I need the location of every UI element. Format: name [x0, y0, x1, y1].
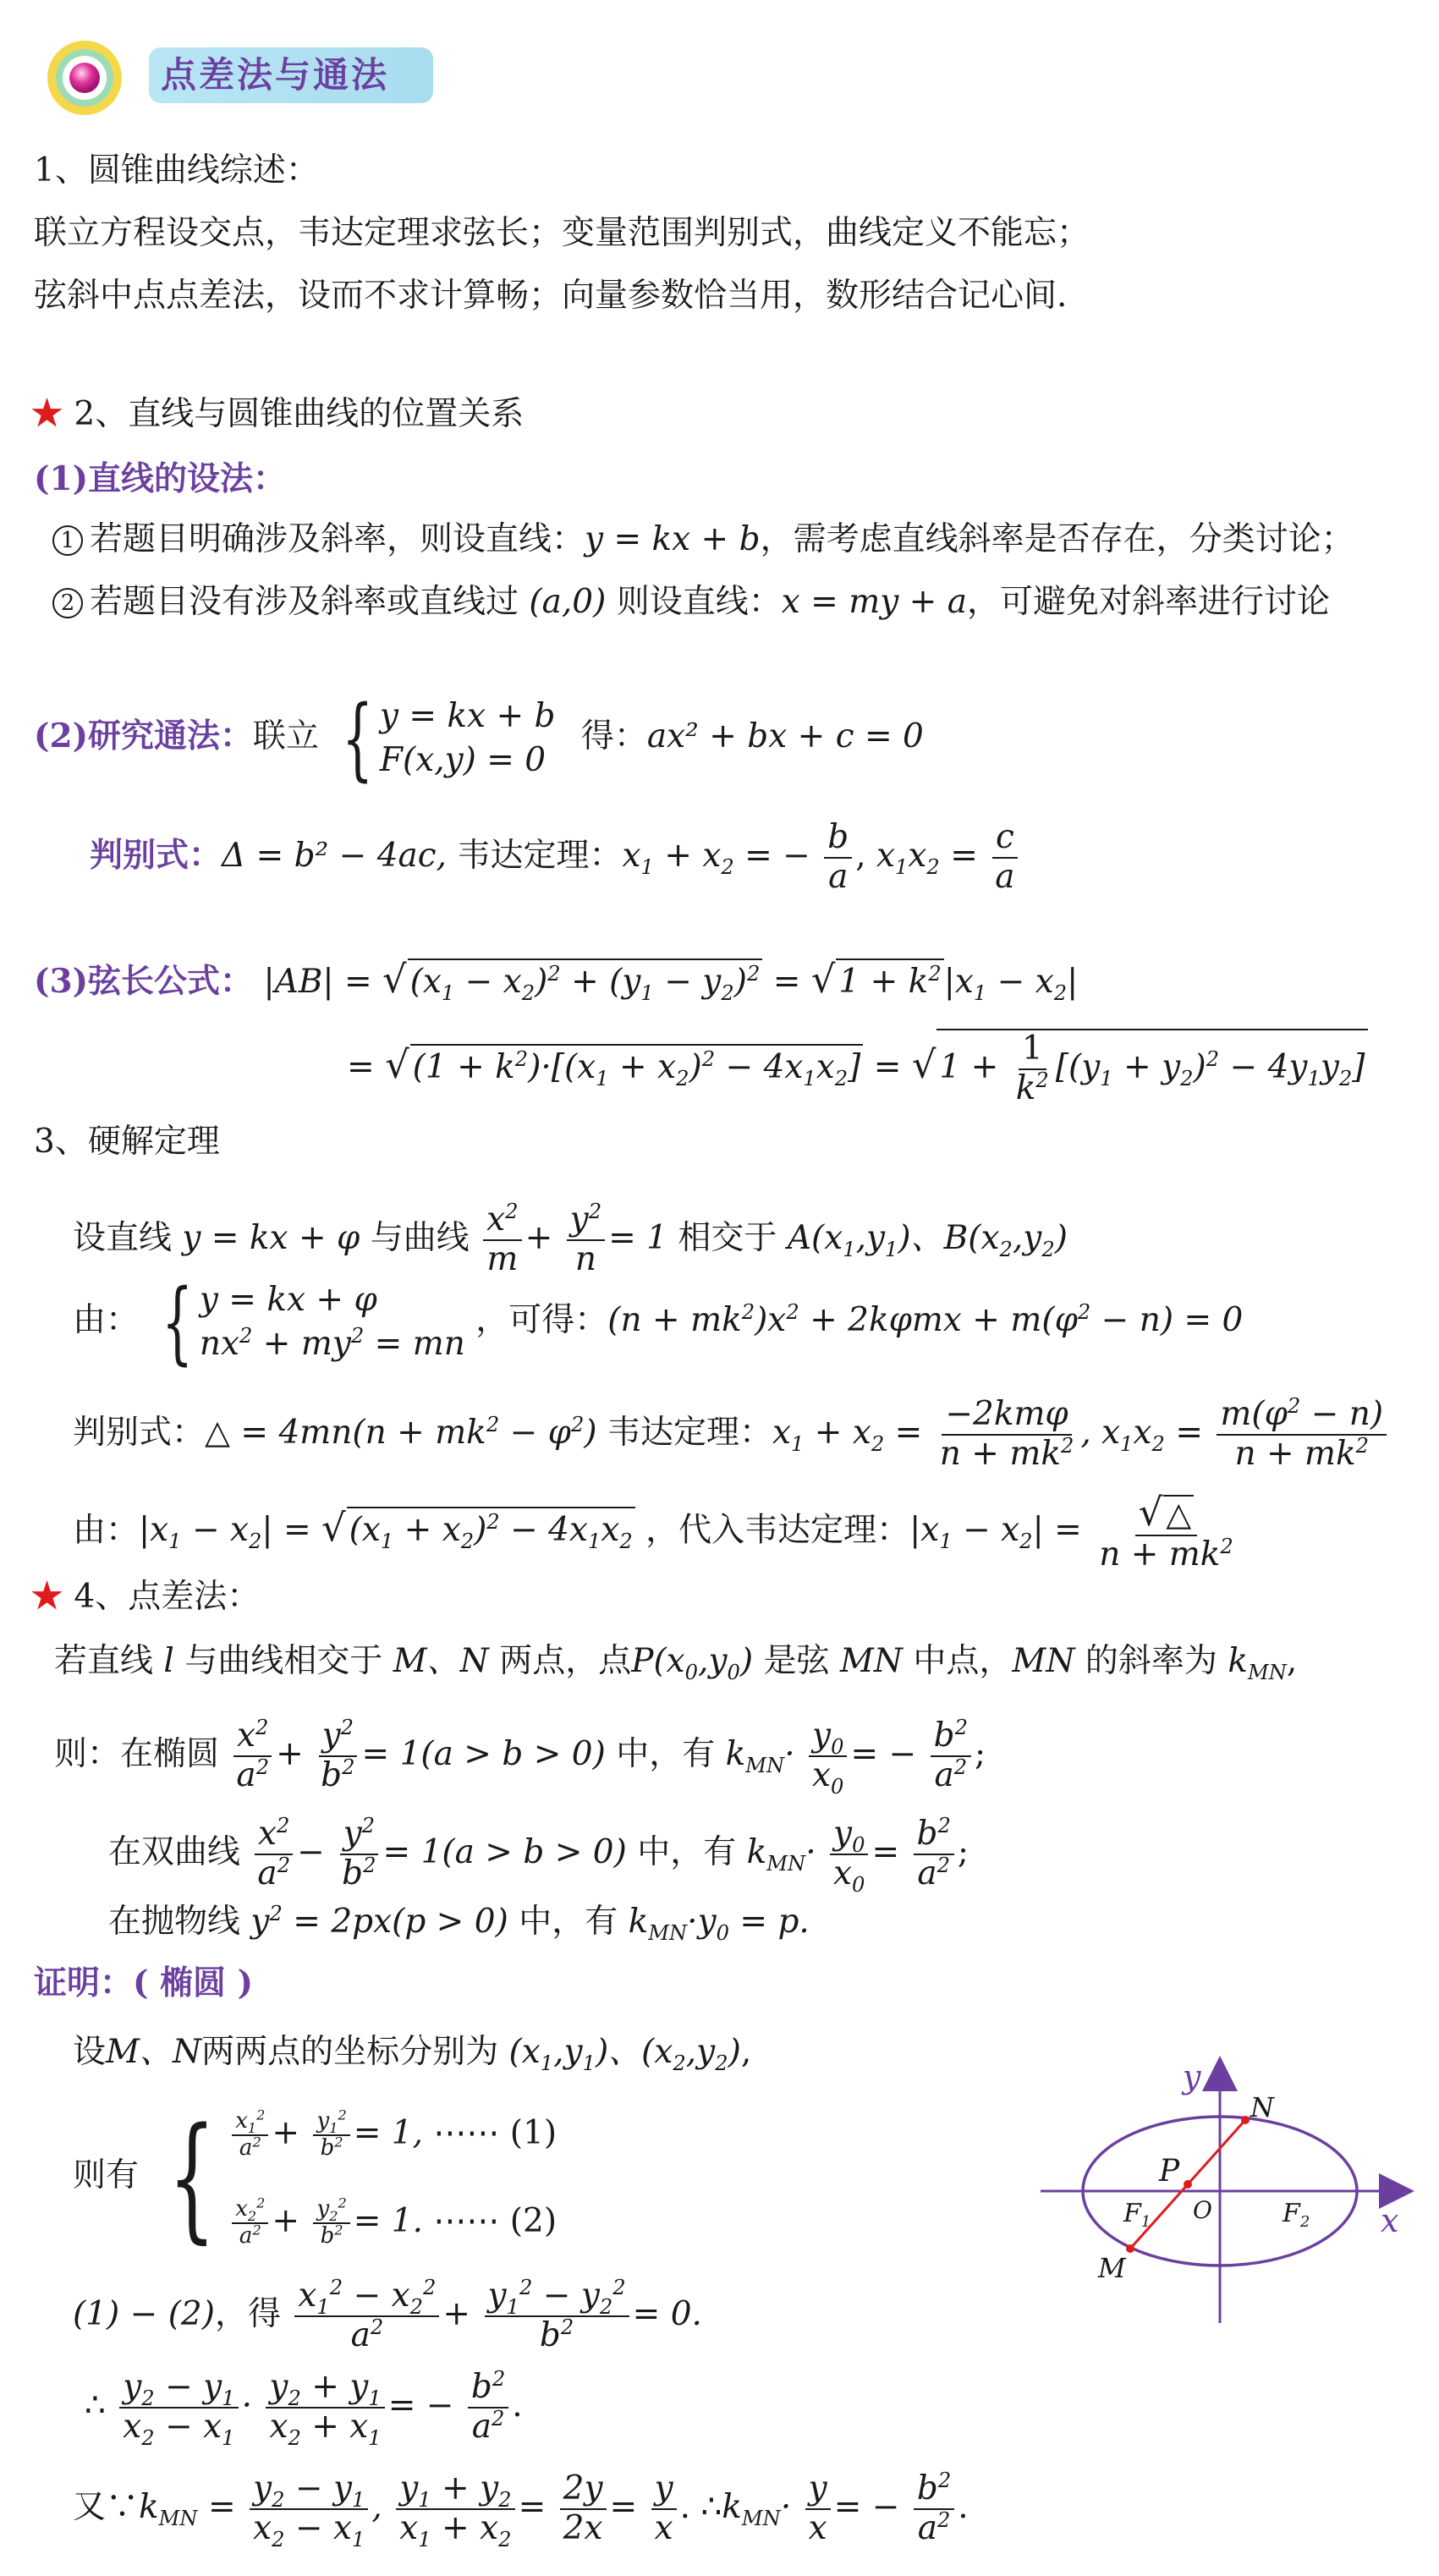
- chord-length-line-2: = √ $(1 + k^2)\cdot[(x_1 + x_2)^2 - 4x_1x_2]$ = √ 1 + $\frac{1}{k^2}$ $[(y_1 + y_2)^2 - 4y_1y_2]$: [347, 1029, 1368, 1108]
- subsection-2-1-title: (1)直线的设法：: [34, 459, 287, 498]
- section-1-line-2: 弦斜中点点差法，设而不求计算畅；向量参数恰当用，数形结合记心间.: [34, 277, 1068, 315]
- proof-line-final: 又$\because k_{MN}$ = $\frac{y_2 - y_1}{x_2 - x_1}$ , $\frac{y_1 + y_2}{x_1 + x_2}$ = $\frac{2y}{2x}$ = $\frac{y}{x}$ . $\therefore k_{MN}\cdot$ $\frac{y}{x}$ = − $\frac{b^2}{a^2}$ .: [73, 2469, 969, 2551]
- label-n: N: [1250, 2091, 1274, 2123]
- point-difference-intro: 若直线 l 与曲线相交于 M、N 两点，点$P(x_0,y_0)$ 是弦 MN 中点，MN 的斜率为 $k_{MN}$,: [54, 1642, 1298, 1684]
- label-x: x: [1381, 2202, 1399, 2239]
- label-m: M: [1098, 2252, 1126, 2284]
- label-f1: $F_1$: [1123, 2199, 1151, 2231]
- chord-length-line-1: (3)弦长公式： |AB| = √ $(x_1 - x_2)^2 + (y_1 - y_2)^2$ = √ $1 + k^2|x_1 - x_2|$: [34, 957, 1079, 1005]
- hard-solution-line-2: 由： { y = kx + φ $nx^2 + my^2$ = mn ，可得：$(n + mk^2)x^2 + 2k\varphi mx + m(\varphi^2 - n) = 0$: [73, 1270, 1244, 1374]
- proof-title: 证明：( 椭圆 ): [34, 1964, 254, 2002]
- discriminant-line: 判别式：Δ = b² − 4ac, 韦达定理：$x_1 + x_2$ = − $\frac{b}{a}$ , $x_1x_2$ = $\frac{c}{a}$: [90, 819, 1022, 897]
- star-icon: ★: [30, 1578, 64, 1616]
- point-n: [1241, 2116, 1250, 2124]
- point-m: [1126, 2244, 1134, 2253]
- ellipse-result: 则：在椭圆 $\frac{x^2}{a^2}$ + $\frac{y^2}{b^2}$ = 1(a > b > 0) 中，有 $k_{MN}\cdot$ $\frac{y_0}{x_0}$ = − $\frac{b^2}{a^2}$ ;: [54, 1716, 986, 1799]
- item-2: 2 若题目没有涉及斜率或直线过 (a,0) 则设直线：x = my + a，可避免对斜率进行讨论: [52, 580, 1330, 624]
- star-icon: ★: [30, 395, 64, 433]
- hard-solution-line-3: 判别式：△ = $4mn(n + mk^2 - \varphi^2)$ 韦达定理：$x_1 + x_2$ = $\frac{\text{−2kmφ}}{n + mk^2}$ , $x_1x_2$ = $\frac{m(\varphi^2 - n)}{n + mk^2}$: [73, 1396, 1390, 1474]
- hard-solution-line-1: 设直线 y = kx + φ 与曲线 $\frac{x^2}{m}$ + $\frac{y^2}{n}$ = 1 相交于 $A(x_1,y_1)$、$B(x_2,y_2)$: [73, 1200, 1068, 1278]
- proof-system: 则有 { $\frac{x_1^2}{a^2}$ + $\frac{y_1^2}{b^2}$ = 1, ⋯⋯ (1) $\frac{x_2^2}{a^2}$ + $\frac{y_2^2}{b^2}$ = 1. ⋯⋯ (2): [73, 2098, 557, 2256]
- circled-number-2: 2: [52, 588, 83, 618]
- ellipse-figure: [1032, 2056, 1421, 2335]
- label-p: P: [1159, 2154, 1180, 2189]
- label-y: y: [1183, 2058, 1201, 2095]
- item-1: 1 若题目明确涉及斜率，则设直线：y = kx + b，需考虑直线斜率是否存在，分类讨论；: [52, 518, 1354, 562]
- section-2-title: 2、直线与圆锥曲线的位置关系: [74, 395, 525, 433]
- hard-solution-line-4: 由：$|x_1 - x_2|$ = √ $(x_1 + x_2)^2 - 4x_1x_2$ ，代入韦达定理：$|x_1 - x_2|$ = $\frac{√ \triangle}{n + mk^2}$: [73, 1490, 1233, 1574]
- circled-number-1: 1: [52, 525, 83, 556]
- point-p: [1184, 2180, 1192, 2189]
- section-2-heading: [30, 393, 524, 437]
- header-logo-icon: [44, 37, 125, 118]
- section-1-line-1: 联立方程设交点，韦达定理求弦长；变量范围判别式，曲线定义不能忘；: [34, 214, 1090, 252]
- equation-system: { y = kx + b F(x,y) = 0: [342, 686, 556, 790]
- section-3-heading: 3、硬解定理: [34, 1123, 220, 1161]
- section-4-heading: ★ 4、点差法：: [30, 1578, 261, 1616]
- proof-line-1: 设M、N两两点的坐标分别为 $(x_1,y_1)$、$(x_2,y_2)$,: [73, 2033, 752, 2075]
- hyperbola-result: 在双曲线 $\frac{x^2}{a^2}$ − $\frac{y^2}{b^2}$ = 1(a > b > 0) 中，有 $k_{MN}\cdot$ $\frac{y_0}{x_0}$ = $\frac{b^2}{a^2}$ ;: [108, 1814, 969, 1897]
- proof-line-therefore: ∴ $\frac{y_2 - y_1}{x_2 - x_1}$ · $\frac{y_2 + y_1}{x_2 + x_1}$ = − $\frac{b^2}{a^2}$ .: [85, 2367, 523, 2450]
- section-1-heading: 1、圆锥曲线综述：: [34, 151, 319, 189]
- page-title: 点差法与通法: [161, 54, 390, 96]
- label-f2: $F_2$: [1282, 2199, 1310, 2231]
- label-o: O: [1193, 2196, 1212, 2224]
- general-method-line: (2)研究通法：联立 { y = kx + b F(x,y) = 0 得：ax² + bx + c = 0: [34, 686, 924, 790]
- parabola-result: 在抛物线 $y^2 = 2px(p > 0)$ 中，有 $k_{MN}\cdot y_0 = p$.: [108, 1902, 810, 1945]
- proof-line-subtract: (1) − (2)，得 $\frac{x_1^2 - x_2^2}{a^2}$ + $\frac{y_1^2 - y_2^2}{b^2}$ = 0.: [73, 2276, 702, 2354]
